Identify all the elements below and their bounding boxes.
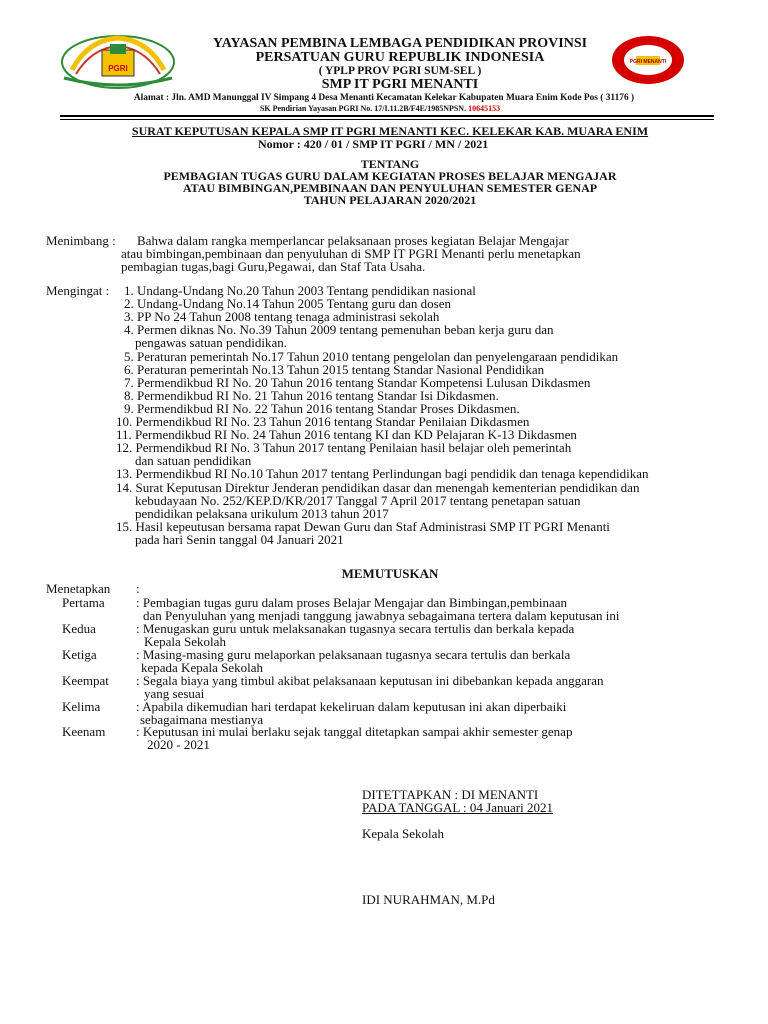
header-line-3: ( YPLP PROV PGRI SUM-SEL ) [318,65,482,77]
menimbang-line-1: Bahwa dalam rangka memperlancar pelaksanaan proses kegiatan Belajar Mengajar [137,233,569,248]
mengingat-item: 12. Permendikbud RI No. 3 Tahun 2017 tentang Penilaian hasil belajar oleh pemerintah [116,440,572,456]
mengingat-item: 6. Peraturan pemerintah No.13 Tahun 2015 tentang Standar Nasional Pendidikan [124,361,545,377]
subject-line-3: TAHUN PELAJARAN 2020/2021 [303,193,477,207]
decree-number: Nomor : 420 / 01 / SMP IT PGRI / MN / 2021 [258,137,489,151]
header-line-2: PERSATUAN GURU REPUBLIK INDONESIA [255,50,545,65]
mengingat-item: 15. Hasil kepeutusan bersama rapat Dewan Guru dan Staf Administrasi SMP IT PGRI Menanti [116,518,610,534]
mengingat-label: Mengingat : [46,283,110,298]
memutuskan-heading: MEMUTUSKAN [341,566,439,581]
menimbang-line-2: atau bimbingan,pembinaan dan penyuluhan di SMP IT PGRI Menanti perlu menetapkan [121,246,581,261]
sk-text: SK Pendirian Yayasan PGRI No. 17/I.11.2B/F4E/1985NPSN. [259,104,467,113]
menimbang-line-3: pembagian tugas,bagi Guru,Pegawai, dan Staf Tata Usaha. [121,259,426,274]
keputusan-text-continuation: sebagaimana mestianya [140,711,264,727]
mengingat-item: 2. Undang-Undang No.14 Tahun 2005 Tentang guru dan dosen [124,296,451,312]
keputusan-text-continuation: kepada Kepala Sekolah [141,659,264,675]
tanggal-line: PADA TANGGAL : 04 Januari 2021 [362,800,553,815]
subject-line-2: ATAU BIMBINGAN,PEMBINAAN DAN PENYULUHAN SEMESTER GENAP [182,181,598,195]
mengingat-item-continuation: pengawas satuan pendidikan. [135,335,287,351]
mengingat-item: 3. PP No 24 Tahun 2008 tentang tenaga administrasi sekolah [124,309,440,325]
menetapkan-label: Menetapkan [46,581,111,596]
mengingat-item: 14. Surat Keputusan Direktur Jenderan pendidikan dasar dan menengah kementerian pendidikan dan [116,479,640,495]
header-rule-thin [60,119,714,120]
keputusan-text: : Menugaskan guru untuk melaksanakan tugasnya secara tertulis dan berkala kepada [136,621,575,636]
mengingat-item: 11. Permendikbud RI No. 24 Tahun 2016 tentang KI dan KD Pelajaran K-13 Dikdasmen [116,427,577,443]
mengingat-item: 13. Permendikbud RI No.10 Tahun 2017 tentang Perlindungan bagi pendidik dan tenaga kependidikan [116,466,649,482]
keputusan-text: : Pembagian tugas guru dalam proses Belajar Mengajar dan Bimbingan,pembinaan [136,595,568,610]
logo-left-text: PGRI [108,64,128,73]
menimbang-label: Menimbang : [46,233,116,248]
mengingat-item-continuation: pada hari Senin tanggal 04 Januari 2021 [135,531,344,547]
mengingat-item: 9. Permendikbud RI No. 22 Tahun 2016 tentang Standar Proses Dikdasmen. [124,400,520,416]
mengingat-item: 4. Permen diknas No. No.39 Tahun 2009 tentang pemenuhan beban kerja guru dan [124,322,554,338]
keputusan-label-ketiga: Ketiga [62,647,97,662]
ditetapkan-line: DITETTAPKAN : DI MENANTI [362,787,539,802]
keputusan-text-continuation: yang sesuai [144,685,205,701]
keputusan-text: : Keputusan ini mulai berlaku sejak tanggal ditetapkan sampai akhir semester genap [136,724,573,739]
tentang-label: TENTANG [360,157,420,171]
signer-name: IDI NURAHMAN, M.Pd [362,892,495,907]
keputusan-text: : Segala biaya yang timbul akibat pelaksanaan keputusan ini dibebankan kepada anggaran [136,673,604,688]
keputusan-label-kedua: Kedua [62,621,96,636]
header-rule-thick [60,115,714,117]
keputusan-text-continuation: dan Penyuluhan yang menjadi tanggung jawabnya sebagaimana tertera dalam keputusan ini [143,607,620,623]
mengingat-item-continuation: dan satuan pendidikan [135,453,252,469]
keputusan-text-continuation: Kepala Sekolah [144,633,226,649]
keputusan-label-pertama: Pertama [62,595,105,610]
mengingat-item: 1. Undang-Undang No.20 Tahun 2003 Tentang pendidikan nasional [124,283,476,298]
keputusan-label-keempat: Keempat [62,673,109,688]
school-name: SMP IT PGRI MENANTI [321,77,479,92]
keputusan-label-keenam: Keenam [62,724,106,739]
keputusan-text: : Apabila dikemudian hari terdapat kekeliruan dalam keputusan ini akan diperbaiki [136,699,567,714]
logo-right-text: PGRI MENANTI [629,59,667,65]
mengingat-item: 8. Permendikbud RI No. 21 Tahun 2016 tentang Standar Isi Dikdasmen. [124,387,499,403]
signer-position: Kepala Sekolah [362,826,444,841]
header-sk [120,104,640,114]
npsn-number: 10645153 [468,104,501,113]
subject-line-1: PEMBAGIAN TUGAS GURU DALAM KEGIATAN PROSES BELAJAR MENGAJAR [163,169,617,183]
decree-title: SURAT KEPUTUSAN KEPALA SMP IT PGRI MENANTI KEC. KELEKAR KAB. MUARA ENIM [131,124,649,138]
keputusan-label-kelima: Kelima [62,699,101,714]
mengingat-item: 10. Permendikbud RI No. 23 Tahun 2016 tentang Standar Penilaian Dikdasmen [116,414,530,429]
mengingat-item: 5. Peraturan pemerintah No.17 Tahun 2010 tentang pengelolan dan penyelengaraan pendidikan [124,348,619,364]
keputusan-text: : Masing-masing guru melaporkan pelaksanaan tugasnya secara tertulis dan berkala [136,647,571,662]
keputusan-text-continuation: 2020 - 2021 [147,736,210,752]
header-line-1: YAYASAN PEMBINA LEMBAGA PENDIDIKAN PROVINSI [212,36,588,51]
mengingat-item-continuation: pendidikan pelaksana urikulum 2013 tahun 2017 [135,505,389,521]
mengingat-item-continuation: kebudayaan No. 252/KEP.D/KR/2017 Tanggal 7 April 2017 tentang penetapan satuan [135,492,581,508]
header-address: Alamat : Jln. AMD Manunggal IV Simpang 4 Desa Menanti Kecamatan Kelekar Kabupaten Muara Enim Kode Pos ( 31176 ) [133,93,635,103]
menetapkan-colon: : [136,581,140,596]
mengingat-item: 7. Permendikbud RI No. 20 Tahun 2016 tentang Standar Kompetensi Lulusan Dikdasmen [124,374,591,390]
